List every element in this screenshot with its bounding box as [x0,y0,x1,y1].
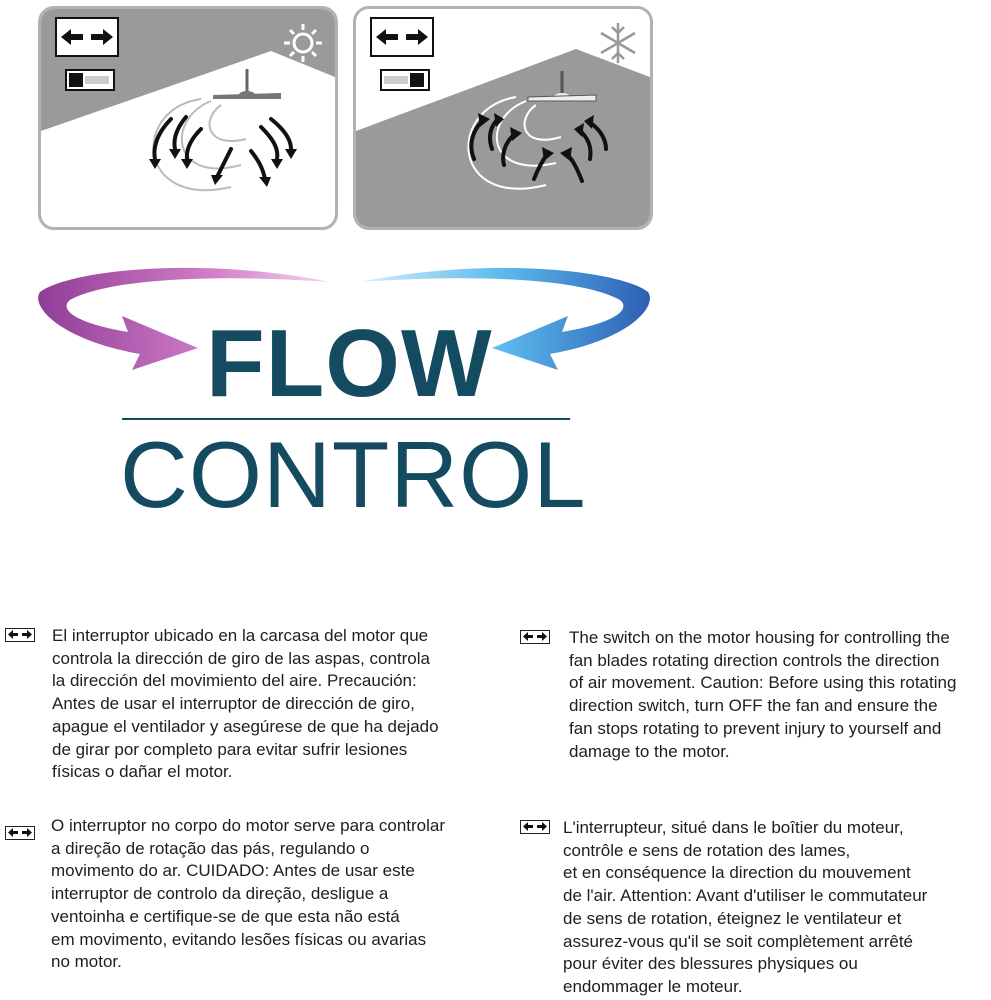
winter-mode-panel [353,6,653,230]
direction-arrows-box [55,17,119,57]
logo-divider [122,418,570,420]
direction-arrows-box [370,17,434,57]
logo-control-text: CONTROL [120,422,587,527]
logo-flow-text: FLOW [206,310,493,417]
paragraph-portuguese: O interruptor no corpo do motor serve para controlar a direção de rotação das pás, regulando o movimento do ar. CUIDADO: Antes de usar este interruptor de controlo da direção, desligue a ventoinha e certifique-se de que esta não está em movimento, evitando lesões físicas ou avarias no motor. [51,816,446,972]
double-arrow-icon [5,628,35,642]
slider-switch-icon [67,71,113,89]
paragraph-spanish: El interruptor ubicado en la carcasa del motor que controla la dirección de giro de las aspas, controla la dirección del movimiento del aire. Precaución: Antes de usar el interruptor de dirección de giro, apague el ventilador y asegúrese de que ha dejado de girar por completo para evitar sufrir lesiones físicas o dañar el motor. [52,626,439,782]
paragraph-french: L'interrupteur, situé dans le boîtier du moteur, contrôle e sens de rotation des lames, et en conséquence la direction du mouvement de l'air. Attention: Avant d'utiliser le commutateur de sens de rotation, éteignez le ventilateur et assurez-vous qu'il se soit complètement arrêté pour éviter des blessures physiques ou endommager le moteur. [563,818,928,996]
summer-mode-panel [38,6,338,230]
switch-position-indicator [380,69,430,91]
paragraph-english: The switch on the motor housing for controlling the fan blades rotating direction controls the direction of air movement. Caution: Before using this rotating direction switch, turn OFF the fan and ensure the fan stops rotating to prevent injury to yourself and damage to the motor. [569,628,957,761]
slider-switch-icon [382,71,428,89]
double-arrow-icon [5,826,35,840]
double-arrow-icon [520,630,550,644]
double-arrow-icon [372,19,432,55]
switch-position-indicator [65,69,115,91]
double-arrow-icon [520,820,550,834]
double-arrow-icon [57,19,117,55]
